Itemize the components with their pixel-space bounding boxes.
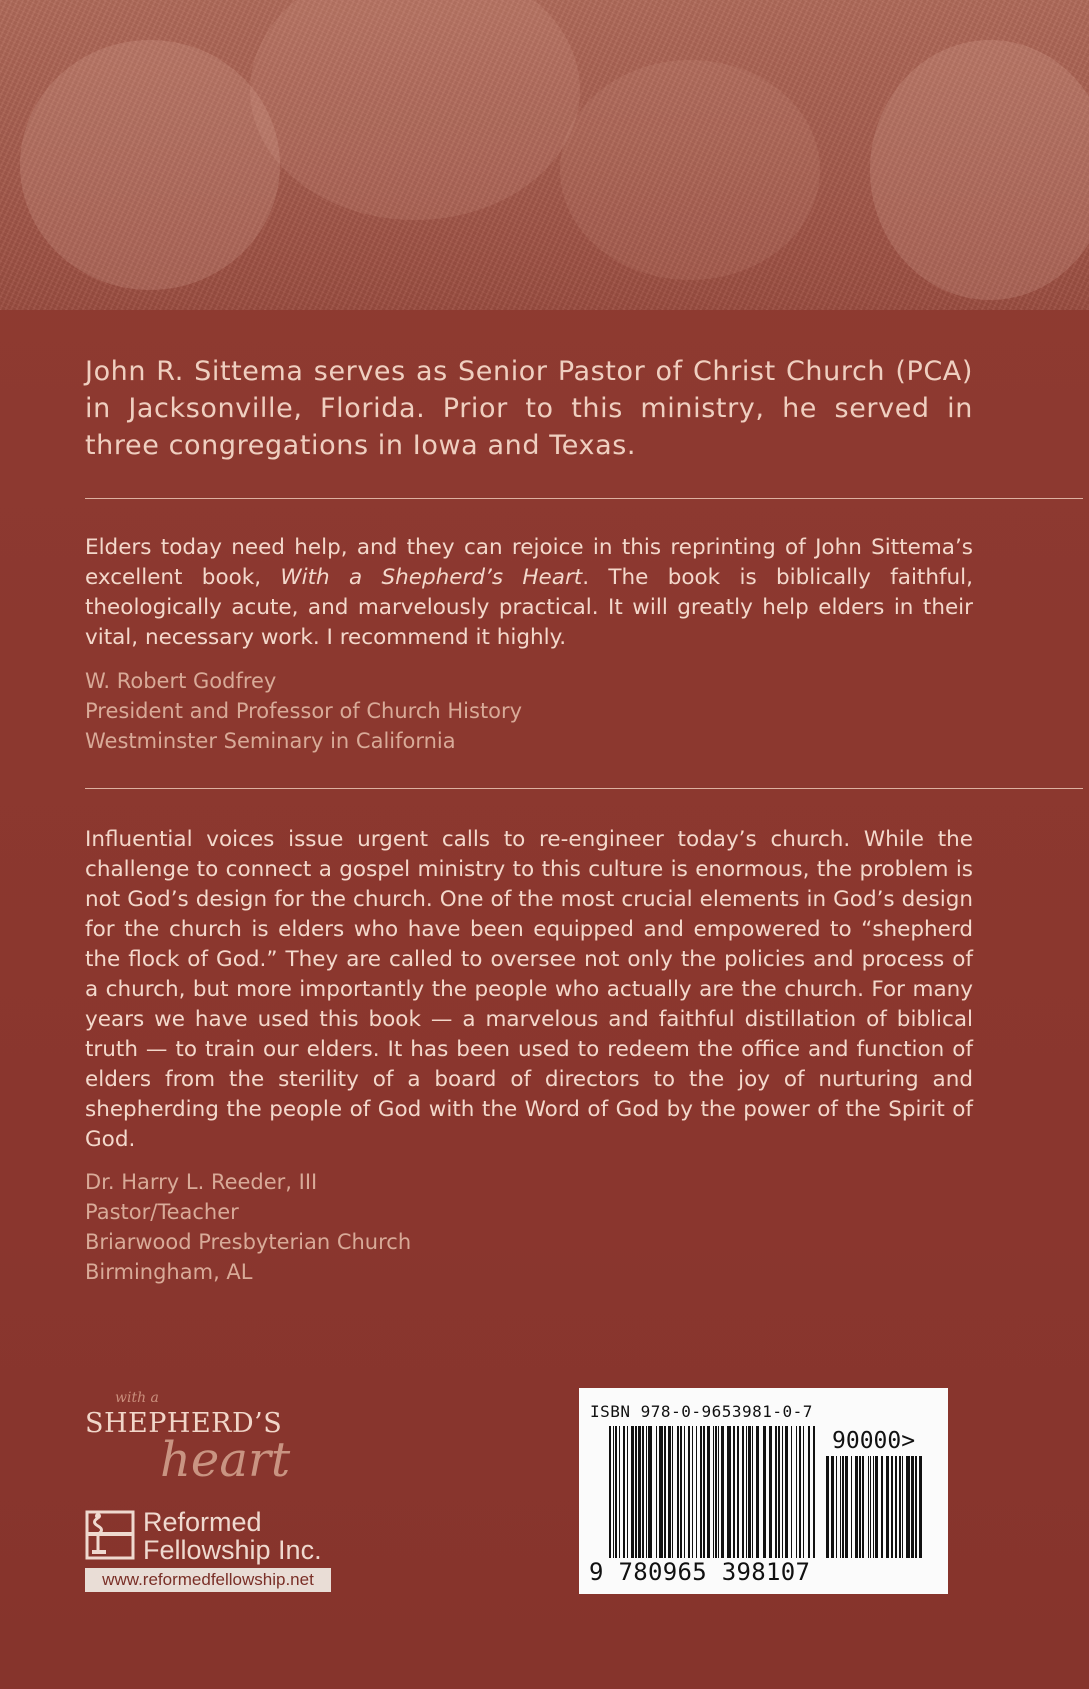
barcode-bar [664,1426,666,1558]
barcode-bar [680,1426,682,1558]
barcode-bar [763,1426,766,1558]
barcode-bar [752,1426,753,1558]
barcode-bar [703,1426,705,1558]
barcode-bar [672,1426,673,1558]
barcode-bar [842,1456,844,1558]
barcode-bar [619,1426,620,1558]
barcode-bar [656,1426,657,1558]
barcode-bar [756,1426,759,1558]
addon-barcode-bars [826,1456,922,1558]
series-logo-heart: heart [160,1432,291,1488]
attribution-reeder [85,1167,785,1287]
barcode-bar [748,1426,751,1558]
barcode-bar [623,1426,625,1558]
barcode-bar [659,1426,663,1558]
barcode-bar [886,1456,889,1558]
barcode-bar [870,1456,871,1558]
barcode-bar [775,1426,777,1558]
barcode-bar [668,1426,671,1558]
barcode-bar [638,1426,641,1558]
publisher-name-line: Reformed [143,1507,262,1537]
barcode-bar [778,1426,780,1558]
barcode-bars [609,1426,815,1558]
isbn-barcode [579,1388,948,1594]
sheep-shape [250,0,580,220]
author-bio: John R. Sittema serves as Senior Pastor of Christ Church (PCA) in Jacksonville, Florida. Prior to this ministry, he served in three congregations in Iowa and Texas. [85,356,973,461]
endorsement-text: . The book is biblically faithful, theologically acute, and marvelously practical. It will greatly help elders in their vital, necessary work. I recommend it highly. [85,565,973,650]
barcode-bar [692,1426,693,1558]
isbn-text: ISBN 978-0-9653981-0-7 [590,1402,813,1421]
endorsement-text: Elders today need help, and they can rejoice in this reprinting of John Sittema’s excellent book, [85,535,973,590]
sheep-shape [560,60,820,280]
barcode-bar [915,1456,917,1558]
barcode-bar [851,1456,852,1558]
barcode-bar [859,1456,861,1558]
barcode-bar [715,1426,717,1558]
barcode-bar [700,1426,702,1558]
barcode-bar [646,1426,647,1558]
divider [85,498,1083,499]
barcode-bar [881,1456,883,1558]
barcode-bar [862,1456,864,1558]
barcode-bar [737,1426,739,1558]
publisher-name [143,1508,322,1564]
series-logo-with: with a [115,1390,159,1406]
barcode-bar [785,1426,788,1558]
sheep-shape [870,40,1089,300]
barcode-bar [613,1426,614,1558]
barcode-bar [906,1456,910,1558]
barcode-bar [873,1456,874,1558]
barcode-bar [911,1456,914,1558]
barcode-bar [769,1426,772,1558]
attribution-line: Birmingham, AL [85,1260,253,1284]
barcode-bar [868,1456,869,1558]
divider [85,788,1083,789]
attribution-line: President and Professor of Church History [85,699,523,723]
attribution-line: Briarwood Presbyterian Church [85,1230,412,1254]
barcode-bar [688,1426,690,1558]
barcode-bar [782,1426,783,1558]
barcode-bar [733,1426,735,1558]
barcode-bar [899,1456,901,1558]
barcode-bar [642,1426,644,1558]
attribution-line: Westminster Seminary in California [85,729,456,753]
barcode-bar [648,1426,652,1558]
barcode-bar [808,1426,810,1558]
barcode-bar [895,1456,897,1558]
barcode-bar [813,1426,815,1558]
publisher-logo-icon [85,1510,135,1560]
attribution-line: W. Robert Godfrey [85,669,277,693]
barcode-bar [696,1426,697,1558]
publisher-url: www.reformedfellowship.net [85,1568,331,1592]
barcode-bar [791,1426,792,1558]
barcode-bar [684,1426,685,1558]
attribution-godfrey [85,666,785,756]
sheep-photo-band [0,0,1089,310]
endorsement-reeder: Influential voices issue urgent calls to re-engineer today’s church. While the challenge to connect a gospel ministry to this culture is enormous, the problem is not God’s design for the church. One of the most crucial elements in God’s design for the church is elders who have been equipped and empowered to “shepherd the flock of God.” They are called to oversee not only the policies and process of a church, but more importantly the people who actually are the church. For many years we have used this book — a marvelous and faithful distillation of biblical truth — to train our elders. It has been used to redeem the office and function of elders from the sterility of a board of directors to the joy of nurturing and shepherding the people of God with the Word of God by the power of the Spirit of God. [85,827,973,1152]
barcode-bar [746,1426,747,1558]
barcode-bar [803,1426,804,1558]
barcode-bar [713,1426,714,1558]
barcode-bar [836,1456,837,1558]
barcode-bar [831,1456,834,1558]
logo-area [85,1390,345,1590]
barcode-bar [845,1456,848,1558]
publisher-name-line: Fellowship Inc. [143,1535,322,1565]
barcode-bar [855,1456,858,1558]
barcode-digits: 9 780965 398107 [589,1558,811,1586]
barcode-bar [635,1426,637,1558]
barcode-bar [840,1456,841,1558]
series-logo-shepherds: SHEPHERD’S [85,1408,283,1439]
barcode-bar [826,1456,829,1558]
barcode-bar [707,1426,710,1558]
book-title: With a Shepherd’s Heart [280,565,583,590]
barcode-bar [902,1456,903,1558]
barcode-bar [718,1426,719,1558]
barcode-bar [631,1426,634,1558]
attribution-line: Dr. Harry L. Reeder, III [85,1170,318,1194]
barcode-bar [615,1426,617,1558]
barcode-bar [742,1426,744,1558]
price-addon-text: 90000> [832,1428,916,1454]
sheep-shape [20,40,280,290]
barcode-bar [627,1426,628,1558]
barcode-bar [727,1426,731,1558]
barcode-bar [796,1426,797,1558]
barcode-bar [799,1426,801,1558]
barcode-bar [891,1456,893,1558]
barcode-bar [721,1426,724,1558]
endorsement-godfrey [85,533,973,653]
barcode-bar [875,1456,878,1558]
barcode-bar [677,1426,679,1558]
attribution-line: Pastor/Teacher [85,1200,239,1224]
barcode-bar [609,1426,611,1558]
barcode-bar [919,1456,922,1558]
